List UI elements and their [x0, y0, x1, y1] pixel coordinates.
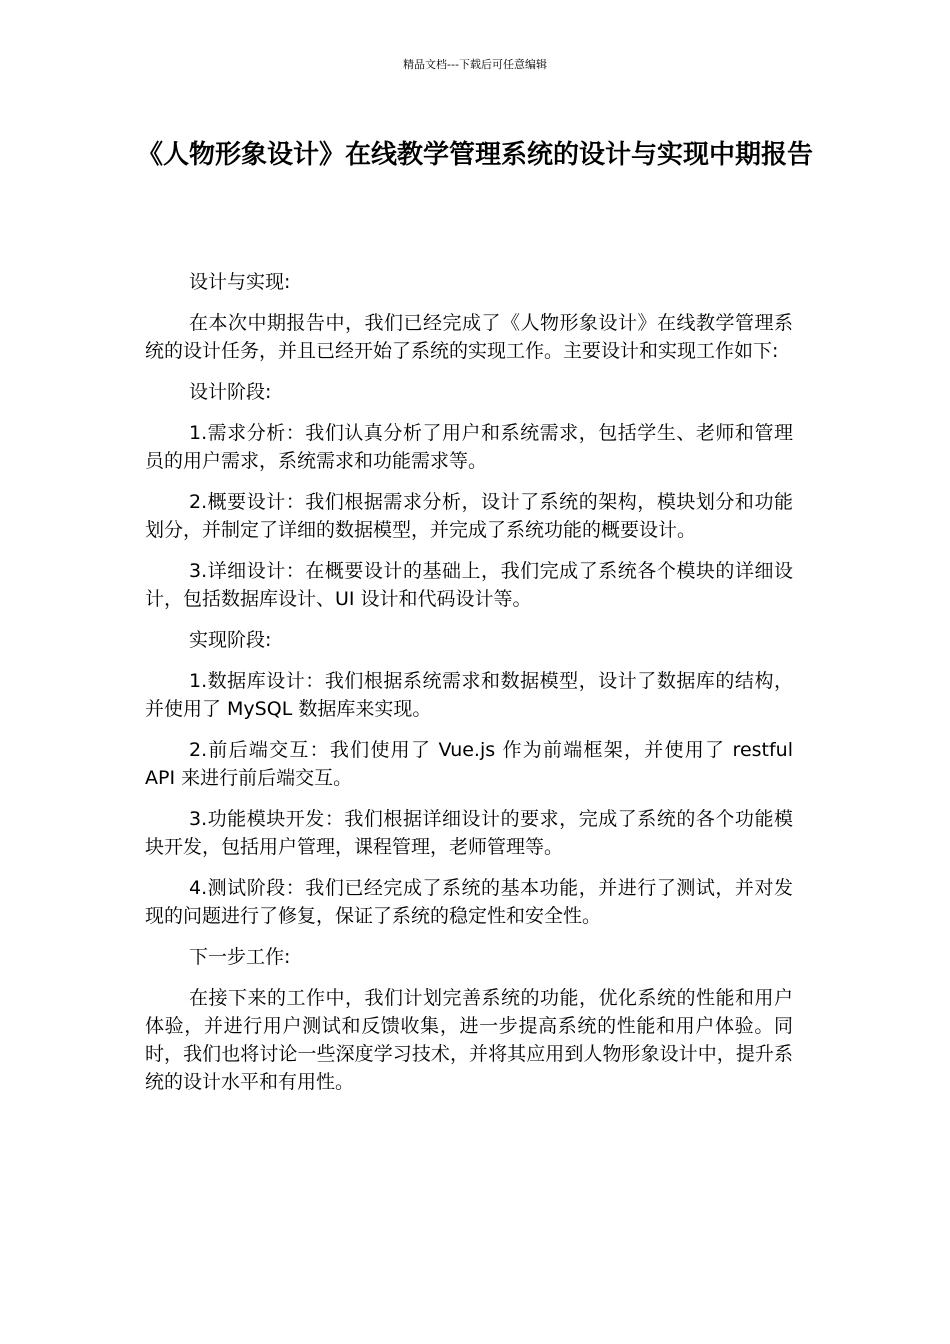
intro-paragraph: 在本次中期报告中，我们已经完成了《人物形象设计》在线教学管理系统的设计任务，并且已经开始了系统的实现工作。主要设计和实现工作如下:	[145, 312, 793, 362]
design-item-requirements: 1.需求分析：我们认真分析了用户和系统需求，包括学生、老师和管理员的用户需求，系统需求和功能需求等。	[145, 422, 793, 472]
impl-item-modules: 3.功能模块开发：我们根据详细设计的要求，完成了系统的各个功能模块开发，包括用户管理，课程管理，老师管理等。	[145, 808, 793, 858]
impl-item-frontend-backend: 2.前后端交互：我们使用了 Vue.js 作为前端框架，并使用了 restful API 来进行前后端交互。	[145, 739, 793, 789]
section-heading-implementation-phase: 实现阶段:	[189, 629, 272, 651]
header-note: 精品文档---下载后可任意编辑	[403, 58, 547, 71]
section-heading-design-implementation: 设计与实现:	[189, 271, 291, 293]
design-item-detailed: 3.详细设计：在概要设计的基础上，我们完成了系统各个模块的详细设计，包括数据库设计、UI 设计和代码设计等。	[145, 560, 793, 610]
impl-item-database: 1.数据库设计：我们根据系统需求和数据模型，设计了数据库的结构，并使用了 MySQL 数据库来实现。	[145, 670, 793, 720]
next-steps-paragraph: 在接下来的工作中，我们计划完善系统的功能，优化系统的性能和用户体验，并进行用户测试和反馈收集，进一步提高系统的性能和用户体验。同时，我们也将讨论一些深度学习技术，并将其应用到人物形象设计中，提升系统的设计水平和有用性。	[145, 987, 793, 1093]
document-body	[145, 268, 793, 1109]
section-heading-design-phase: 设计阶段:	[189, 381, 272, 403]
impl-item-testing: 4.测试阶段：我们已经完成了系统的基本功能，并进行了测试，并对发现的问题进行了修复，保证了系统的稳定性和安全性。	[145, 877, 793, 927]
document-title: 《人物形象设计》在线教学管理系统的设计与实现中期报告	[136, 140, 813, 170]
design-item-overview: 2.概要设计：我们根据需求分析，设计了系统的架构，模块划分和功能划分，并制定了详细的数据模型，并完成了系统功能的概要设计。	[145, 491, 793, 541]
section-heading-next-steps: 下一步工作:	[189, 946, 291, 968]
